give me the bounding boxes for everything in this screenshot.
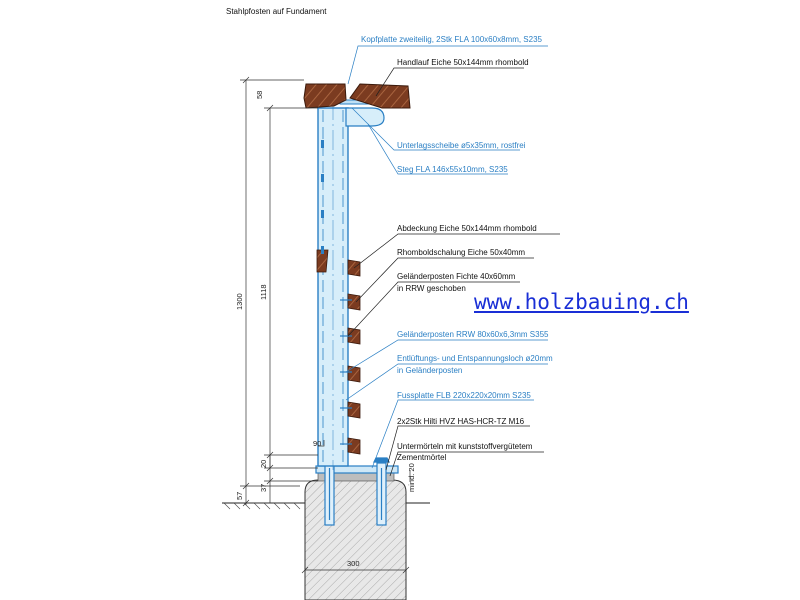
label-gelaenderposten-rrw: Geländerposten RRW 80x60x6,3mm S355 — [397, 330, 549, 339]
dim-1300: 1300 — [235, 293, 244, 310]
label-unterlagsscheibe: Unterlagsscheibe ø5x35mm, rostfrei — [397, 141, 526, 150]
dim-1118: 1118 — [259, 284, 268, 300]
label-abdeckung: Abdeckung Eiche 50x144mm rhombold — [397, 224, 537, 233]
label-entlueftungsloch-note: in Geländerposten — [397, 366, 463, 375]
steg-plate — [346, 108, 384, 126]
label-hilti-anchors: 2x2Stk Hilti HVZ HAS-HCR-TZ M16 — [397, 417, 525, 426]
label-zementmoertel: Zementmörtel — [397, 453, 447, 462]
website-link[interactable]: www.holzbauing.ch — [474, 290, 689, 314]
dim-mind-20: mind. 20 — [407, 463, 416, 492]
drawing-title: Stahlpfosten auf Fundament — [226, 7, 327, 16]
label-fussplatte: Fussplatte FLB 220x220x20mm S235 — [397, 391, 531, 400]
rhombold-slats — [348, 260, 360, 454]
label-rhomboldschalung: Rhomboldschalung Eiche 50x40mm — [397, 248, 526, 257]
steel-post — [318, 100, 348, 470]
label-untermoerteln: Untermörteln mit kunststoffvergütetem — [397, 442, 533, 451]
dim-300: 300 — [347, 559, 360, 568]
dim-20: 20 — [259, 459, 268, 468]
concrete-foundation — [305, 480, 406, 600]
dim-90: 90 — [313, 439, 322, 448]
label-gelaenderposten-rrw-note: in RRW geschoben — [397, 284, 466, 293]
label-kopfplatte: Kopfplatte zweiteilig, 2Stk FLA 100x60x8mm, S235 — [361, 35, 542, 44]
dim-37: 37 — [259, 483, 268, 492]
label-entlueftungsloch: Entlüftungs- und Entspannungsloch ø20mm — [397, 354, 553, 363]
label-gelaenderposten-fichte: Geländerposten Fichte 40x60mm — [397, 272, 516, 281]
label-handlauf: Handlauf Eiche 50x144mm rhombold — [397, 58, 529, 67]
label-steg: Steg FLA 146x55x10mm, S235 — [397, 165, 508, 174]
dim-58: 58 — [255, 90, 264, 99]
dim-57: 57 — [235, 491, 244, 500]
